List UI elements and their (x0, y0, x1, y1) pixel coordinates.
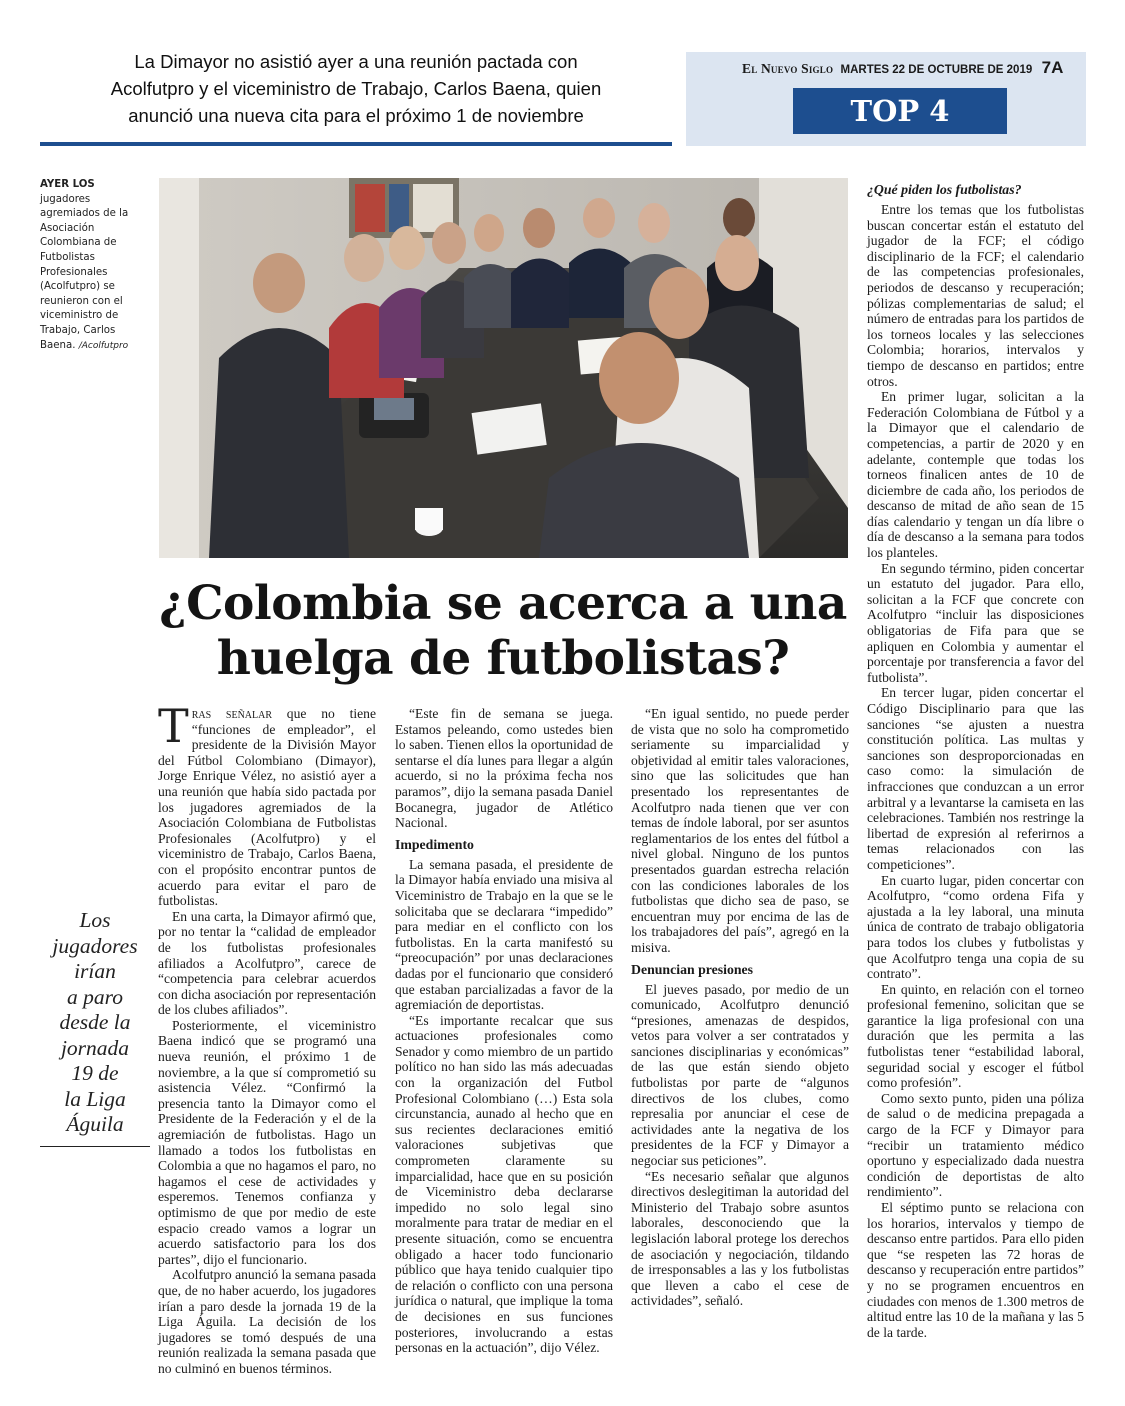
deck-line: Acolfutpro y el viceministro de Trabajo, Carlos Baena, quien (110, 78, 602, 99)
pull-quote-line: jugadores (52, 933, 138, 958)
pull-quote-line: Los (79, 908, 111, 932)
article-paragraph: En primer lugar, solicitan a la Federación Colombiana de Fútbol y a la Dimayor que el calendario de competencias, a partir de 2020 y en adelante, contemple que todas los torneos finalicen antes de 10 de diciembre de cada año, los periodos de descanso de mitad de año sean de 15 días calendario y tengan un día libre o día de descanso a la semana para todos los planteles. (867, 389, 1084, 561)
caption-lead: AYER LOS (40, 179, 95, 190)
headline-line: huelga de futbolistas? (216, 631, 790, 686)
pull-quote-line: irían (74, 959, 116, 983)
subhead-impedimento: Impedimento (395, 836, 474, 852)
lead-in: ras señalar (191, 706, 273, 721)
subhead-denuncian: Denuncian presiones (631, 961, 754, 977)
pull-quote-line: desde la (59, 1010, 131, 1034)
article-paragraph: En quinto, en relación con el torneo profesional femenino, solicitan que se garantice la liga profesional con una duración que les permita a las futbolistas tener “estabilidad laboral, seguridad social y escoger el fútbol como profesión”. (867, 981, 1084, 1091)
article-paragraph: Entre los temas que los futbolistas buscan concertar están el estatuto del jugador de la FCF; el código disciplinario de la FCF; el calendario de las competencias profesionales, periodos de descanso y recuperación; pólizas complementarias de salud; el número de entradas para los partidos de los torneos locales y las selecciones Colombia; horarios, intervalos y tiempo de descanso en partidos; entre otros. (867, 202, 1084, 389)
masthead (686, 52, 1086, 146)
photo-caption (40, 178, 148, 353)
header-deck (40, 40, 672, 146)
folio (742, 58, 1082, 80)
pull-quote-line: la Liga (64, 1086, 126, 1111)
pull-quote-line: jornada (60, 1035, 130, 1060)
article-paragraph: En una carta, la Dimayor afirmó que, por no tentar la “calidad de empleador de los futbolistas profesionales afiliados a Acolfutpro”, carece de “competencia para celebrar acuerdos con dicha asociación por representación de los clubes afiliados”. (158, 908, 376, 1018)
headline-line: ¿Colombia se acerca a una (159, 576, 847, 631)
pull-quote-line: 19 de (71, 1061, 119, 1085)
article-paragraph: Posteriormente, el viceministro Baena indicó que se programó una nueva reunión, el próximo 1 de noviembre, a la que sí comprometió su asistencia Vélez. “Confirmó la presencia tanto la Dimayor como el Presidente de la Federación y el de la agremiación de futbolistas. Hago un llamado a todos los futbolistas en Colombia a que no hagamos el paro, no hagamos el cese de actividades y esperemos. Tenemos confianza y optimismo de que por medio de este espacio creado vamos a lograr un acuerdo satisfactorio para los dos partes”, dijo el funcionario. (158, 1017, 376, 1267)
subhead-que-piden: ¿Qué piden los futbolistas? (867, 182, 1022, 197)
article-paragraph: En cuarto lugar, piden concertar con Acolfutpro, “como ordena Fifa y ajustada a la ley laboral, una minuta única de contrato de trabajo obligatoria para todos los clubes y futbolistas y que Acolfutpro tenga una copia de su contrato”. (867, 872, 1084, 982)
page-number: 7A (1041, 58, 1064, 77)
deck-line: anunció una nueva cita para el próximo 1 de noviembre (128, 105, 584, 126)
section-tag: TOP 4 (793, 88, 1007, 134)
issue-date: MARTES 22 DE OCTUBRE DE 2019 (840, 64, 1033, 76)
article-paragraph: En segundo término, piden concertar un estatuto del jugador. Para ello, solicitan a la FCF que concrete con Acolfutpro “incluir las disposiciones obligatorias de Fifa para que se apliquen en Colombia y aumentar el porcentaje por transferencia a favor del futbolista”. (867, 560, 1084, 685)
photo-credit: /Acolfutpro (78, 340, 129, 351)
article-paragraph: El jueves pasado, por medio de un comunicado, Acolfutpro denunció “presiones, amenazas de despidos, vetos para volver a ser contratados y sanciones disciplinarias y económicas” de las que están siendo objeto futbolistas por parte de “algunos directivos de los clubes, como represalia por anunciar el cese de actividades ante la negativa de los presidentes de la FCF y Dimayor a negociar sus peticiones”. (631, 981, 849, 1169)
article-paragraph: La semana pasada, el presidente de la Dimayor había enviado una misiva al Viceministro de Trabajo en la que se le solicitaba que se declarara “impedido” para mediar en el conflicto con los futbolistas. En la carta manifestó su “preocupación” por unas declaraciones dadas por el funcionario que consideró que estaban parcializadas a favor de la agremiación de deportistas. (395, 856, 613, 1013)
article-paragraph: “Es necesario señalar que algunos directivos deslegitiman la autoridad del Ministerio del Trabajo sobre asuntos laborales, desconociendo que la legislación laboral protege los derechos de asociación y negociación, tildando de irresponsables a las y los futbolistas que lleven a cabo el cese de actividades”, señaló. (631, 1168, 849, 1309)
headline (140, 576, 866, 686)
caption-body: jugadores agremiados de la Asociación Colombiana de Futbolistas Profesionales (Acolfutpro) se reunieron con el viceministro de Trabajo, Carlos Baena. (40, 193, 129, 351)
deck-line: La Dimayor no asistió ayer a una reunión pactada con (134, 51, 578, 72)
article-column-2 (395, 706, 613, 1356)
pull-quote-line: Águila (66, 1112, 124, 1136)
article-column-3 (631, 706, 849, 1309)
article-paragraph: Como sexto punto, piden una póliza de salud o de medicina prepagada a cargo de la FCF y Dimayor para “recibir un tratamiento médico oportuno y especializado dada nuestra condición de deportistas de alto rendimiento”. (867, 1090, 1084, 1200)
article-column-1 (158, 699, 376, 1377)
paragraph-text: que no tiene “funciones de empleador”, el presidente de la División Mayor del Fútbol Colombiano (Dimayor), Jorge Enrique Vélez, no asistió ayer a una reunión que había sido pactada por los jugadores agremiados de la Asociación Colombiana de Futbolistas Profesionales (Acolfutpro) y el viceministro de Trabajo, Carlos Baena, con el propósito encontrar puntos de acuerdo para evitar el paro de futbolistas. (158, 706, 376, 909)
paper-name: El Nuevo Siglo (742, 61, 834, 76)
article-paragraph: “Es importante recalcar que sus actuaciones profesionales como Senador y como miembro de un partido político no han sido las más adecuadas con la organización del Futbol Profesional Colombiano (…) Esta sola circunstancia, aunado al hecho que en sus recientes declaraciones emitió valoraciones subjetivas que comprometen claramente su imparcialidad, hace que en su posición de Viceministro deba declararse impedido no solo legal sino moralmente para tratar de mediar en el presente situación, como se encuentra obligado a hacer todo funcionario público que haya tenido cualquier tipo de relación o conflicto con una persona jurídica o natural, que implique la toma de decisiones en sus funciones posteriores, involucrando a estas personas en la actuación”, dijo Vélez. (395, 1012, 613, 1356)
article-paragraph: “En igual sentido, no puede perder de vista que no solo ha comprometido seriamente su imparcialidad y objetividad al emitir tales valoraciones, sino que las solicitudes que han presentado los representantes de Acolfutpro nada tienen que ver con temas de índole laboral, por ser asuntos reglamentarios de los entes del fútbol a nivel global. Ninguno de los puntos presentados guardan estrecha relación con las condiciones laborales de los futbolistas que dicho sea de paso, se encuentran muy por encima de las de los trabajadores del país”, agregó en la misiva. (631, 706, 849, 955)
meeting-photo (159, 178, 848, 558)
pull-quote-line: a paro (67, 984, 123, 1009)
meeting-illustration (159, 178, 848, 558)
pull-quote (40, 908, 150, 1147)
article-paragraph (158, 699, 376, 909)
article-column-4 (867, 176, 1084, 1340)
article-paragraph: En tercer lugar, piden concertar el Código Disciplinario para que las sanciones “se ajusten a nuestra constitución política. Las multas y sanciones son desproporcionadas en caso como: la simulación de infracciones que conduzcan a un error arbitral y a levantarse la camiseta en las celebraciones. También nos restringe la libertad de expresión al referirnos a temas relacionados con las competiciones”. (867, 685, 1084, 872)
drop-cap: T (158, 699, 189, 753)
article-paragraph: El séptimo punto se relaciona con los horarios, intervalos y tiempo de descanso entre partidos. Para ello piden que “se respeten las 72 horas de descanso y recuperación entre partidos” y no se programen encuentros en ciudades con menos de 1.300 metros de altitud entre las 10 de la mañana y las 5 de la tarde. (867, 1200, 1084, 1340)
article-paragraph: Acolfutpro anunció la semana pasada que, de no haber acuerdo, los jugadores irían a paro desde la jornada 19 de la Liga Águila. La decisión de los jugadores se tomó después de una reunión realizada la semana pasada que no culminó en buenos términos. (158, 1267, 376, 1376)
article-paragraph: “Este fin de semana se juega. Estamos peleando, como ustedes bien lo saben. Tienen ellos la oportunidad de sentarse el día lunes para llegar a algún acuerdo, si no la próxima fecha nos paramos”, dijo la semana pasada Daniel Bocanegra, jugador de Atlético Nacional. (395, 706, 613, 831)
